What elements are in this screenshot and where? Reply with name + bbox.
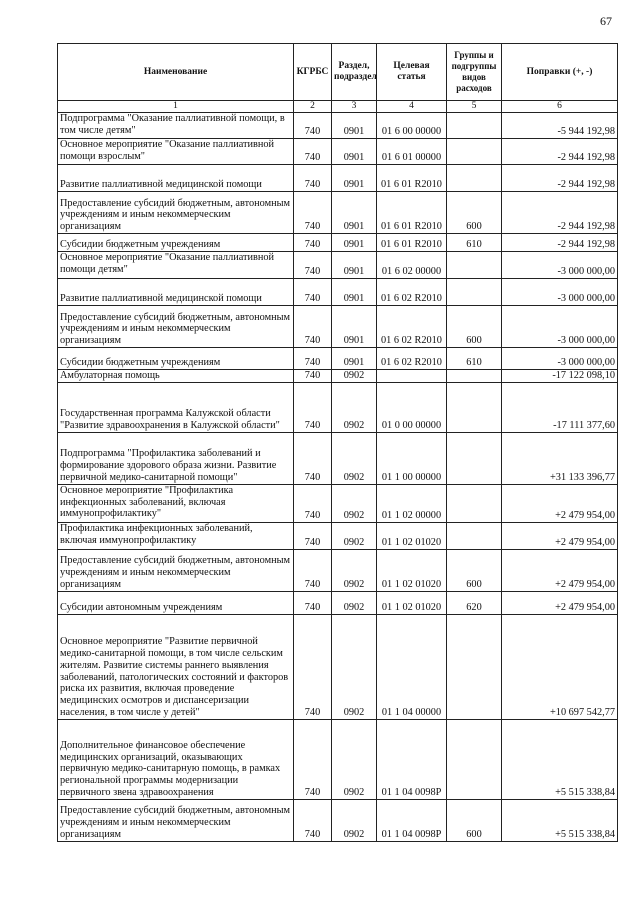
row-target: 01 1 02 01020 bbox=[377, 549, 447, 591]
table-row bbox=[58, 139, 618, 165]
row-name: Государственная программа Калужской области "Развитие здравоохранения в Калужской области" bbox=[58, 382, 294, 432]
row-target: 01 6 01 R2010 bbox=[377, 165, 447, 192]
row-target: 01 0 00 00000 bbox=[377, 382, 447, 432]
row-kgrbs: 740 bbox=[294, 484, 332, 522]
row-group bbox=[447, 139, 502, 165]
row-group: 620 bbox=[447, 591, 502, 614]
row-name: Предоставление субсидий бюджетным, автономным учреждениям и иным некоммерческим организациям bbox=[58, 799, 294, 841]
row-section: 0902 bbox=[332, 614, 377, 719]
row-name: Профилактика инфекционных заболеваний, включая иммунопрофилактику bbox=[58, 522, 294, 549]
row-kgrbs: 740 bbox=[294, 279, 332, 306]
table-row bbox=[58, 432, 618, 484]
row-section: 0901 bbox=[332, 306, 377, 348]
row-section: 0902 bbox=[332, 799, 377, 841]
row-group bbox=[447, 522, 502, 549]
row-amount: -2 944 192,98 bbox=[502, 192, 618, 234]
row-amount: -3 000 000,00 bbox=[502, 348, 618, 370]
row-section: 0901 bbox=[332, 252, 377, 279]
row-kgrbs: 740 bbox=[294, 799, 332, 841]
row-amount: -2 944 192,98 bbox=[502, 139, 618, 165]
table-row bbox=[58, 192, 618, 234]
table-row bbox=[58, 522, 618, 549]
row-name: Амбулаторная помощь bbox=[58, 370, 294, 383]
row-group bbox=[447, 484, 502, 522]
row-amount: +2 479 954,00 bbox=[502, 522, 618, 549]
row-kgrbs: 740 bbox=[294, 522, 332, 549]
row-group: 600 bbox=[447, 306, 502, 348]
row-kgrbs: 740 bbox=[294, 591, 332, 614]
row-target: 01 1 00 00000 bbox=[377, 432, 447, 484]
table-row bbox=[58, 234, 618, 252]
row-target: 01 1 02 01020 bbox=[377, 522, 447, 549]
row-group: 610 bbox=[447, 234, 502, 252]
row-kgrbs: 740 bbox=[294, 113, 332, 139]
row-kgrbs: 740 bbox=[294, 165, 332, 192]
row-section: 0901 bbox=[332, 279, 377, 306]
row-target: 01 6 00 00000 bbox=[377, 113, 447, 139]
row-section: 0901 bbox=[332, 234, 377, 252]
row-name: Основное мероприятие "Профилактика инфекционных заболеваний, включая иммунопрофилактику" bbox=[58, 484, 294, 522]
row-section: 0902 bbox=[332, 432, 377, 484]
row-amount: +2 479 954,00 bbox=[502, 591, 618, 614]
table-row bbox=[58, 306, 618, 348]
row-group bbox=[447, 165, 502, 192]
row-kgrbs: 740 bbox=[294, 139, 332, 165]
row-amount: -3 000 000,00 bbox=[502, 279, 618, 306]
row-amount: +31 133 396,77 bbox=[502, 432, 618, 484]
row-kgrbs: 740 bbox=[294, 382, 332, 432]
column-header-target: Целевая статья bbox=[377, 44, 447, 101]
row-amount: -17 122 098,10 bbox=[502, 370, 618, 383]
row-name: Субсидии бюджетным учреждениям bbox=[58, 348, 294, 370]
row-section: 0901 bbox=[332, 113, 377, 139]
table-row bbox=[58, 614, 618, 719]
row-name: Предоставление субсидий бюджетным, автономным учреждениям и иным некоммерческим организациям bbox=[58, 549, 294, 591]
row-amount: -2 944 192,98 bbox=[502, 234, 618, 252]
table-row bbox=[58, 348, 618, 370]
row-kgrbs: 740 bbox=[294, 370, 332, 383]
column-header-groups: Группы и подгруппы видов расходов bbox=[447, 44, 502, 101]
row-target bbox=[377, 370, 447, 383]
row-target: 01 6 02 R2010 bbox=[377, 348, 447, 370]
column-number: 5 bbox=[447, 101, 502, 113]
row-name: Подпрограмма "Профилактика заболеваний и формирование здорового образа жизни. Развитие первичной медико-санитарной помощи" bbox=[58, 432, 294, 484]
row-name: Основное мероприятие "Оказание паллиативной помощи детям" bbox=[58, 252, 294, 279]
table-row bbox=[58, 719, 618, 799]
row-name: Подпрограмма "Оказание паллиативной помощи, в том числе детям" bbox=[58, 113, 294, 139]
row-target: 01 6 02 00000 bbox=[377, 252, 447, 279]
row-section: 0902 bbox=[332, 549, 377, 591]
column-header-name: Наименование bbox=[58, 44, 294, 101]
row-group bbox=[447, 252, 502, 279]
table-row bbox=[58, 484, 618, 522]
row-kgrbs: 740 bbox=[294, 549, 332, 591]
row-section: 0901 bbox=[332, 192, 377, 234]
row-group bbox=[447, 432, 502, 484]
row-group: 600 bbox=[447, 192, 502, 234]
page-number: 67 bbox=[600, 14, 612, 28]
row-section: 0902 bbox=[332, 719, 377, 799]
column-number: 3 bbox=[332, 101, 377, 113]
row-section: 0901 bbox=[332, 139, 377, 165]
row-target: 01 6 01 R2010 bbox=[377, 234, 447, 252]
row-kgrbs: 740 bbox=[294, 252, 332, 279]
row-amount: -3 000 000,00 bbox=[502, 252, 618, 279]
column-header-amendments: Поправки (+, -) bbox=[502, 44, 618, 101]
row-amount: -17 111 377,60 bbox=[502, 382, 618, 432]
column-number: 6 bbox=[502, 101, 618, 113]
table-row bbox=[58, 591, 618, 614]
table-row bbox=[58, 549, 618, 591]
row-name: Развитие паллиативной медицинской помощи bbox=[58, 279, 294, 306]
row-target: 01 1 02 00000 bbox=[377, 484, 447, 522]
row-section: 0901 bbox=[332, 348, 377, 370]
row-group: 600 bbox=[447, 549, 502, 591]
row-section: 0902 bbox=[332, 522, 377, 549]
row-kgrbs: 740 bbox=[294, 432, 332, 484]
row-name: Предоставление субсидий бюджетным, автономным учреждениям и иным некоммерческим организациям bbox=[58, 306, 294, 348]
column-header-kgrbs: КГРБС bbox=[294, 44, 332, 101]
row-amount: +5 515 338,84 bbox=[502, 719, 618, 799]
table-row bbox=[58, 113, 618, 139]
table-row bbox=[58, 370, 618, 383]
table-header-row bbox=[58, 44, 618, 101]
row-group bbox=[447, 279, 502, 306]
table-row bbox=[58, 165, 618, 192]
row-kgrbs: 740 bbox=[294, 614, 332, 719]
row-target: 01 1 04 0098P bbox=[377, 719, 447, 799]
row-group bbox=[447, 614, 502, 719]
row-section: 0902 bbox=[332, 484, 377, 522]
row-amount: +5 515 338,84 bbox=[502, 799, 618, 841]
row-group bbox=[447, 370, 502, 383]
row-target: 01 6 01 R2010 bbox=[377, 192, 447, 234]
row-kgrbs: 740 bbox=[294, 719, 332, 799]
column-header-section: Раздел, подраздел bbox=[332, 44, 377, 101]
row-target: 01 1 02 01020 bbox=[377, 591, 447, 614]
row-kgrbs: 740 bbox=[294, 348, 332, 370]
row-group bbox=[447, 113, 502, 139]
row-amount: -5 944 192,98 bbox=[502, 113, 618, 139]
table-row bbox=[58, 252, 618, 279]
row-kgrbs: 740 bbox=[294, 192, 332, 234]
row-section: 0901 bbox=[332, 165, 377, 192]
row-name: Субсидии бюджетным учреждениям bbox=[58, 234, 294, 252]
row-group: 610 bbox=[447, 348, 502, 370]
row-target: 01 1 04 0098P bbox=[377, 799, 447, 841]
row-target: 01 6 02 R2010 bbox=[377, 306, 447, 348]
row-group bbox=[447, 382, 502, 432]
row-name: Дополнительное финансовое обеспечение медицинских организаций, оказывающих первичную медико-санитарную помощь, в рамках региональной программы модернизации первичного звена здравоохранения bbox=[58, 719, 294, 799]
row-kgrbs: 740 bbox=[294, 306, 332, 348]
row-amount: +10 697 542,77 bbox=[502, 614, 618, 719]
row-name: Развитие паллиативной медицинской помощи bbox=[58, 165, 294, 192]
row-target: 01 6 02 R2010 bbox=[377, 279, 447, 306]
column-numbers-row bbox=[58, 101, 618, 113]
row-section: 0902 bbox=[332, 370, 377, 383]
table-row bbox=[58, 382, 618, 432]
row-section: 0902 bbox=[332, 591, 377, 614]
budget-table bbox=[57, 43, 618, 842]
row-name: Основное мероприятие "Оказание паллиативной помощи взрослым" bbox=[58, 139, 294, 165]
table-row bbox=[58, 799, 618, 841]
row-name: Основное мероприятие "Развитие первичной медико-санитарной помощи, в том числе сельским жителям. Развитие системы раннего выявления заболеваний, патологических состояний и факторов риска их развития, включая проведение медицинских осмотров и диспансеризации населения, в том числе у детей" bbox=[58, 614, 294, 719]
column-number: 1 bbox=[58, 101, 294, 113]
row-amount: -2 944 192,98 bbox=[502, 165, 618, 192]
column-number: 2 bbox=[294, 101, 332, 113]
row-group: 600 bbox=[447, 799, 502, 841]
row-name: Предоставление субсидий бюджетным, автономным учреждениям и иным некоммерческим организациям bbox=[58, 192, 294, 234]
row-target: 01 1 04 00000 bbox=[377, 614, 447, 719]
row-name: Субсидии автономным учреждениям bbox=[58, 591, 294, 614]
row-amount: -3 000 000,00 bbox=[502, 306, 618, 348]
row-target: 01 6 01 00000 bbox=[377, 139, 447, 165]
row-group bbox=[447, 719, 502, 799]
row-section: 0902 bbox=[332, 382, 377, 432]
row-amount: +2 479 954,00 bbox=[502, 549, 618, 591]
row-kgrbs: 740 bbox=[294, 234, 332, 252]
column-number: 4 bbox=[377, 101, 447, 113]
row-amount: +2 479 954,00 bbox=[502, 484, 618, 522]
table-row bbox=[58, 279, 618, 306]
